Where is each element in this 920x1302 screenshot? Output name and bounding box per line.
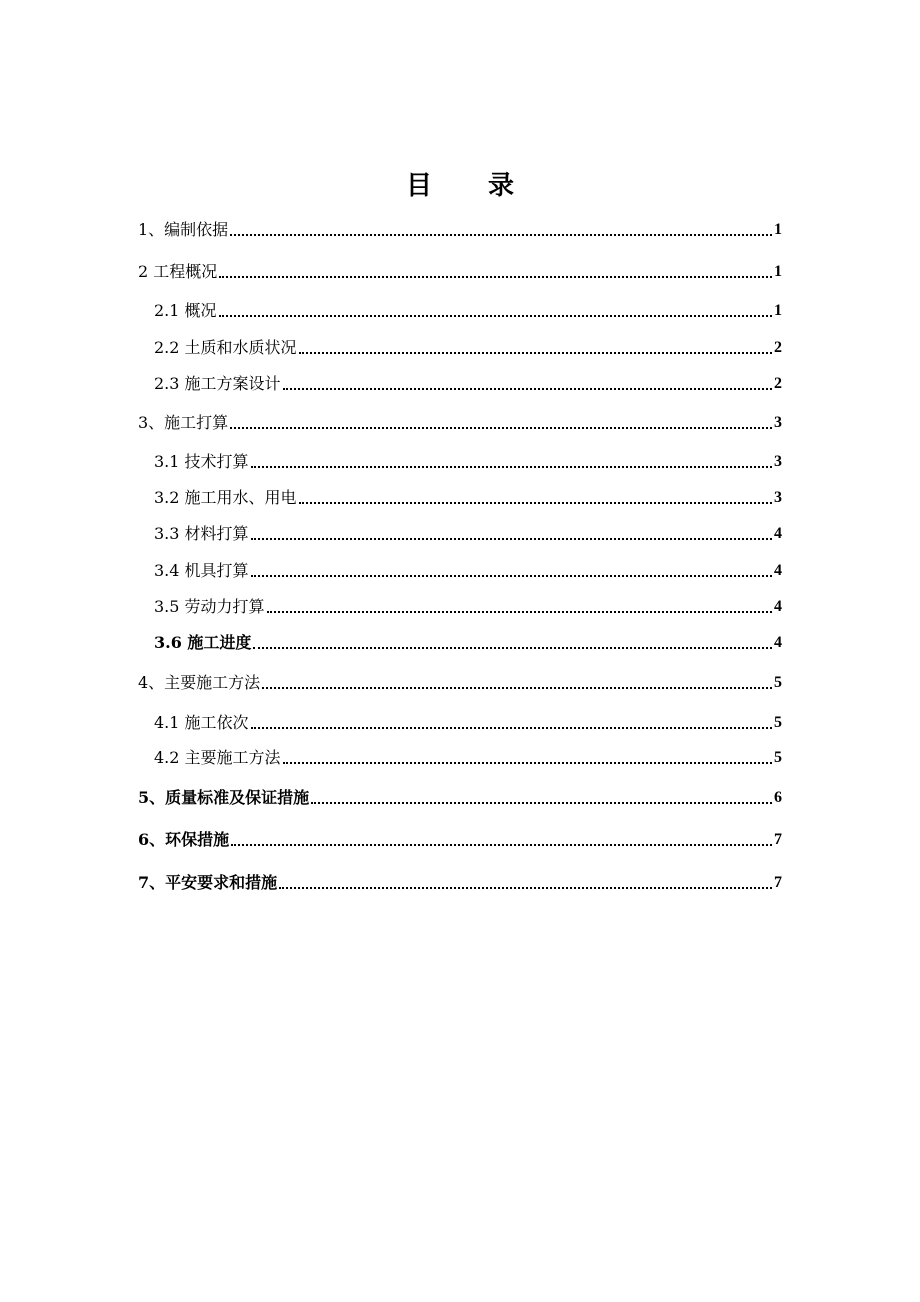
toc-entry-page: 2 — [774, 375, 782, 392]
dot-leader — [251, 465, 772, 468]
toc-entry[interactable] — [154, 711, 782, 735]
toc-entry[interactable] — [154, 631, 782, 655]
toc-entry[interactable] — [154, 336, 782, 360]
toc-entry-page: 2 — [774, 339, 782, 356]
dot-leader — [299, 351, 772, 354]
toc-entry-page: 3 — [774, 414, 782, 431]
toc-entry-page: 1 — [774, 263, 782, 280]
toc-entry-page: 3 — [774, 453, 782, 470]
dot-leader — [251, 726, 772, 729]
toc-entry-label: 3.6 施工进度 — [154, 633, 252, 652]
dot-leader — [253, 646, 772, 649]
toc-entry-label: 3.4 机具打算 — [154, 561, 249, 580]
toc-entry-page: 6 — [774, 789, 782, 806]
toc-entry[interactable] — [138, 260, 782, 284]
toc-entry-page: 5 — [774, 714, 782, 731]
toc-entry-page: 4 — [774, 562, 782, 579]
toc-entry-label: 3、施工打算 — [138, 413, 229, 432]
toc-entry-label: 2.1 概况 — [154, 301, 217, 320]
toc-entry-page: 1 — [774, 302, 782, 319]
toc-entry-label: 2.3 施工方案设计 — [154, 374, 281, 393]
dot-leader — [230, 233, 772, 236]
dot-leader — [251, 574, 772, 577]
toc-entry[interactable] — [138, 411, 782, 435]
toc-entry[interactable] — [138, 786, 782, 810]
toc-entry-page: 1 — [774, 221, 782, 238]
toc-entry[interactable] — [154, 372, 782, 396]
dot-leader — [299, 501, 772, 504]
toc-entry-label: 6、环保措施 — [138, 830, 230, 849]
toc-entry-label: 2 工程概况 — [138, 262, 218, 281]
toc-entry[interactable] — [138, 828, 782, 852]
toc-entry-label: 4.2 主要施工方法 — [154, 748, 281, 767]
toc-entry[interactable] — [154, 522, 782, 546]
toc-entry[interactable] — [154, 299, 782, 323]
toc-entry-label: 4.1 施工依次 — [154, 713, 249, 732]
dot-leader — [251, 537, 772, 540]
toc-entry[interactable] — [138, 218, 782, 242]
toc-title: 目录 — [405, 171, 570, 201]
toc-entry-label: 1、编制依据 — [138, 220, 229, 239]
toc-entry-page: 4 — [774, 598, 782, 615]
toc-entry-label: 3.1 技术打算 — [154, 452, 249, 471]
dot-leader — [311, 801, 772, 804]
toc-entry-label: 3.5 劳动力打算 — [154, 597, 265, 616]
dot-leader — [283, 387, 772, 390]
toc-entry-label: 3.2 施工用水、用电 — [154, 488, 297, 507]
toc-entry-label: 5、质量标准及保证措施 — [138, 788, 310, 807]
toc-entry-page: 7 — [774, 831, 782, 848]
dot-leader — [283, 761, 772, 764]
toc-entry-page: 3 — [774, 489, 782, 506]
toc-entry[interactable] — [154, 559, 782, 583]
toc-entry-label: 3.3 材料打算 — [154, 524, 249, 543]
dot-leader — [219, 314, 772, 317]
toc-entry[interactable] — [154, 486, 782, 510]
toc-entry-page: 5 — [774, 674, 782, 691]
toc-entry[interactable] — [138, 871, 782, 895]
dot-leader — [219, 275, 772, 278]
toc-entry-label: 4、主要施工方法 — [138, 673, 261, 692]
dot-leader — [262, 686, 772, 689]
toc-entry[interactable] — [154, 746, 782, 770]
toc-entry[interactable] — [154, 595, 782, 619]
dot-leader — [279, 886, 772, 889]
dot-leader — [267, 610, 772, 613]
dot-leader — [230, 426, 772, 429]
toc-entry-page: 7 — [774, 874, 782, 891]
toc-entry-page: 4 — [774, 525, 782, 542]
toc-entry-page: 4 — [774, 634, 782, 651]
toc-entry-page: 5 — [774, 749, 782, 766]
toc-entry[interactable] — [154, 450, 782, 474]
toc-entry-label: 2.2 土质和水质状况 — [154, 338, 297, 357]
toc-entry-label: 7、平安要求和措施 — [138, 873, 278, 892]
dot-leader — [231, 843, 772, 846]
toc-entry[interactable] — [138, 671, 782, 695]
